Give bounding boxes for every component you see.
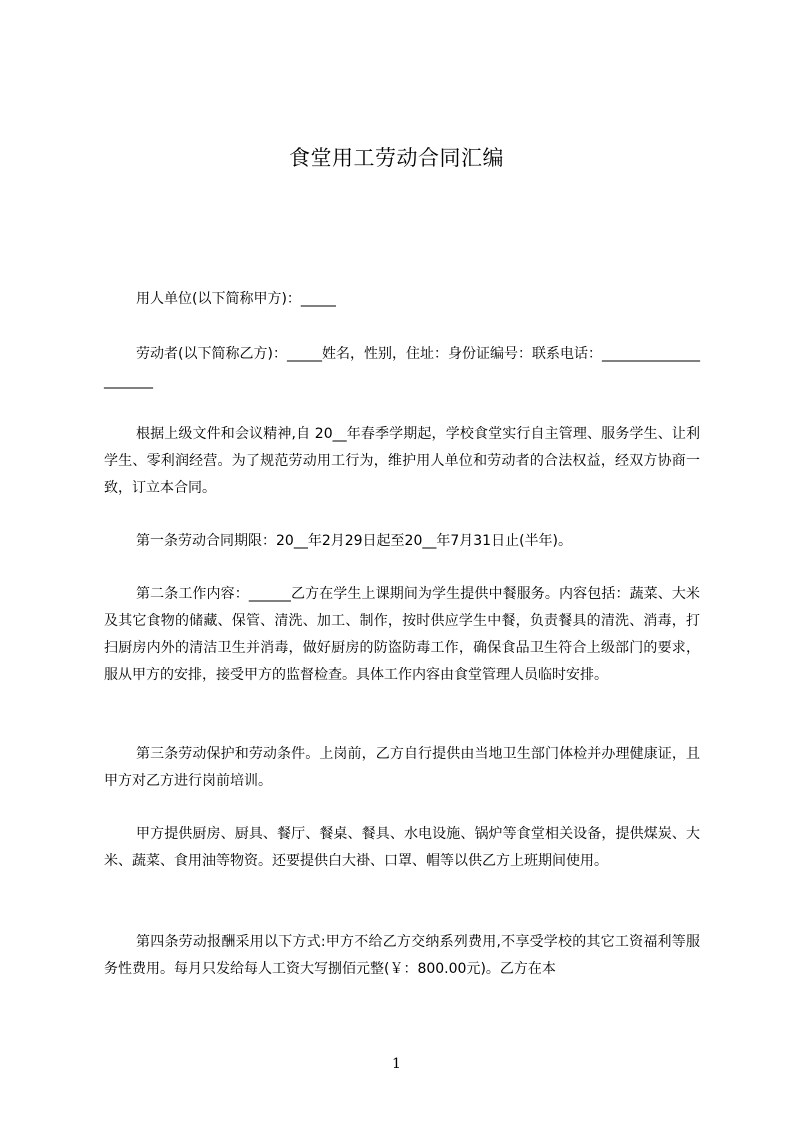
page-number: 1 [392,1056,401,1072]
employee-paragraph: 劳动者(以下简称乙方)：_____姓名，性别，住址：身份证编号：联系电话：_____________________ [104,346,700,389]
document-title: 食堂用工劳动合同汇编 [289,146,504,170]
preamble-paragraph: 根据上级文件和会议精神,自 20__年春季学期起，学校食堂实行自主管理、服务学生、让利学生、零利润经营。为了规范劳动用工行为，维护用人单位和劳动者的合法权益，经双方协商一致，订立本合同。 [104,426,700,496]
article-3-labor-protection-paragraph: 第三条劳动保护和劳动条件。上岗前，乙方自行提供由当地卫生部门体检并办理健康证，且甲方对乙方进行岗前培训。 [104,746,700,789]
article-1-term-paragraph: 第一条劳动合同期限：20__年2月29日起至20__年7月31日止(半年)。 [136,533,572,549]
employer-provisions-paragraph: 甲方提供厨房、厨具、餐厅、餐桌、餐具、水电设施、锅炉等食堂相关设备，提供煤炭、大米、蔬菜、食用油等物资。还要提供白大褂、口罩、帽等以供乙方上班期间使用。 [104,826,700,869]
article-2-work-content-paragraph: 第二条工作内容：______乙方在学生上课期间为学生提供中餐服务。内容包括：蔬菜、大米及其它食物的储藏、保管、清洗、加工、制作，按时供应学生中餐，负责餐具的清洗、消毒，打扫厨房内外的清洁卫生并消毒，做好厨房的防盗防毒工作，确保食品卫生符合上级部门的要求，服从甲方的安排，接受甲方的监督检查。具体工作内容由食堂管理人员临时安排。 [104,586,700,683]
article-4-remuneration-paragraph: 第四条劳动报酬采用以下方式:甲方不给乙方交纳系列费用,不享受学校的其它工资福利等服务性费用。每月只发给每人工资大写捌佰元整(￥：800.00元)。乙方在本 [104,934,700,977]
employer-paragraph: 用人单位(以下简称甲方)：_____ [136,291,336,307]
